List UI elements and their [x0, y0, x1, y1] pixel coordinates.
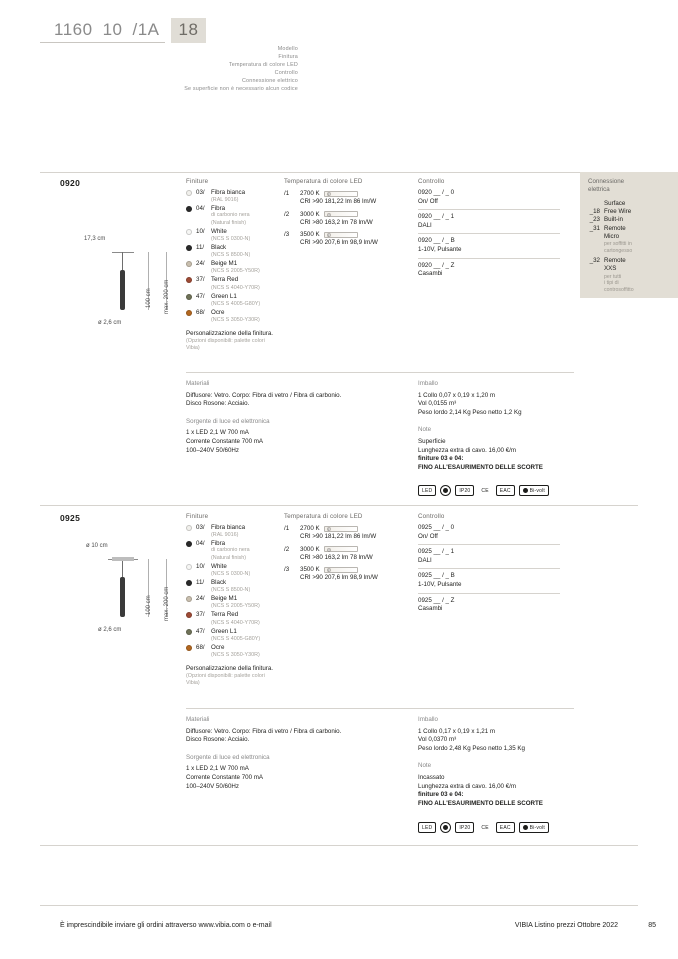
finish-sub: (NCS S 2005-Y50R) — [211, 268, 260, 275]
finish-swatch-icon — [186, 277, 192, 283]
temp-key: /1 — [284, 525, 290, 532]
temp-key: /1 — [284, 190, 290, 197]
col-title-temperatura-0925: Temperatura di colore LED — [284, 513, 363, 520]
finishes-0925 — [186, 513, 276, 688]
energy-bar-icon — [324, 526, 358, 532]
temp-row[interactable] — [284, 545, 409, 554]
controls-0925 — [418, 513, 560, 614]
finish-num: 47/ — [196, 292, 205, 300]
sorgente-line: Corrente Constante 700 mA — [186, 437, 264, 445]
badge-ce: CE — [481, 487, 489, 494]
control-desc: DALI — [418, 221, 432, 229]
finishes-0920 — [186, 178, 276, 353]
finish-num: 04/ — [196, 540, 205, 548]
finish-num: 24/ — [196, 260, 205, 268]
temp-label: 3000 K — [300, 545, 320, 553]
finish-sub: (NCS S 4040-Y70R) — [211, 619, 260, 626]
finish-num: 37/ — [196, 276, 205, 284]
product-code-0920: 0920 — [60, 178, 81, 188]
col-title-finiture-0925: Finiture — [186, 513, 209, 520]
finish-name: Fibra bianca — [211, 189, 246, 196]
connection-item-free-wire[interactable] — [588, 208, 678, 216]
finish-swatch-icon — [186, 596, 192, 602]
finish-name: Ocre — [211, 643, 225, 651]
legend-line-connection: Connessione elettrico — [241, 78, 298, 84]
control-code[interactable]: 0920 __ / _ 1 — [418, 213, 455, 221]
connection-label: Remote — [604, 257, 626, 265]
finish-name: Black — [211, 244, 227, 252]
finish-row[interactable] — [186, 524, 276, 532]
energy-bar-icon — [324, 546, 358, 552]
imballo-line: 1 Collo 0,17 x 0,19 x 1,21 m — [418, 727, 496, 735]
imballo-0925 — [418, 716, 578, 808]
col-title-imballo-0920: Imballo — [418, 380, 438, 387]
finish-name: Beige M1 — [211, 595, 238, 603]
materiali-line: Disco Rosone: Acciaio. — [186, 400, 250, 408]
drawing-dim-body-0925: 100 cm — [146, 595, 152, 615]
finish-swatch-icon — [186, 525, 192, 531]
legend-line-model: Modello — [277, 46, 298, 52]
finish-sub: (NCS S 4005-G80Y) — [211, 300, 261, 307]
temp-cri: CRI >80 163,2 lm 78 lm/W — [300, 218, 373, 226]
finish-row[interactable] — [186, 579, 276, 587]
finish-sub: (NCS S 3050-Y30R) — [211, 316, 260, 323]
finish-swatch-icon — [186, 229, 192, 235]
badge-ip20: IP20 — [455, 485, 474, 496]
finish-custom-note: Personalizzazione della finitura. — [186, 664, 274, 672]
finish-swatch-icon — [186, 645, 192, 651]
badge-ce: CE — [481, 824, 489, 831]
temp-label: 2700 K — [300, 525, 320, 532]
finish-name-2: di carbonio nera — [211, 212, 250, 219]
drawing-dim-bottom-0920: ø 2,6 cm — [98, 320, 122, 326]
connection-panel-title — [588, 178, 678, 194]
control-code[interactable]: 0920 __ / _ Z — [418, 261, 455, 269]
temp-label: 3000 K — [300, 210, 320, 218]
control-desc: On/ Off — [418, 197, 438, 205]
drawing-dim-top-0925: ø 10 cm — [86, 543, 108, 549]
finish-name: White — [211, 563, 227, 571]
finish-num: 10/ — [196, 563, 205, 571]
connection-num: _31 — [589, 224, 600, 232]
finish-sub: (NCS S 4005-G80Y) — [211, 635, 261, 642]
code-part-model: 1160 — [40, 20, 98, 43]
badge-bivolt-label: Bi-volt — [529, 824, 545, 831]
finish-swatch-icon — [186, 294, 192, 300]
temp-cri: CRI >90 181,22 lm 86 lm/W — [300, 533, 377, 540]
sorgente-line: Corrente Constante 700 mA — [186, 773, 264, 781]
connection-num: _23 — [589, 216, 600, 224]
connection-item-micro — [588, 233, 678, 241]
imballo-0920 — [418, 380, 578, 472]
control-code[interactable]: 0925 __ / _ B — [418, 572, 455, 580]
finish-custom-note-sub: (Opzioni disponibili: palette colori Vibia) — [186, 673, 265, 687]
legend-line-control: Controllo — [274, 70, 298, 76]
finish-sub: (NCS S 8500-N) — [211, 587, 251, 594]
footer-divider — [40, 905, 638, 906]
energy-bar-icon — [324, 232, 358, 238]
temp-cri: CRI >90 207,6 lm 98,9 lm/W — [300, 574, 378, 582]
connection-label: Micro — [604, 232, 620, 240]
finish-swatch-icon — [186, 245, 192, 251]
materiali-line: Diffusore: Vetro. Corpo: Fibra di vetro / Fibra di carbonio. — [186, 391, 342, 399]
control-code[interactable]: 0925 __ / _ 1 — [418, 548, 455, 556]
divider-top — [40, 172, 638, 173]
badge-led: LED — [418, 485, 436, 496]
page-number: 85 — [648, 922, 656, 929]
temp-label: 2700 K — [300, 190, 320, 197]
control-code[interactable]: 0920 __ / _ 0 — [418, 189, 455, 196]
finish-sub: (RAL 9016) — [211, 532, 239, 539]
certification-badges-0920 — [418, 485, 549, 496]
finish-custom-note: Personalizzazione della finitura. — [186, 329, 274, 337]
finish-swatch-icon — [186, 541, 192, 547]
note-line: FINO ALL'ESAURIMENTO DELLE SCORTE — [418, 463, 543, 471]
materiali-0925 — [186, 716, 401, 791]
control-desc: Casambi — [418, 605, 443, 613]
divider-mid-0925 — [186, 708, 574, 709]
finish-name: Green L1 — [211, 292, 237, 300]
finish-name: Fibra — [211, 205, 226, 213]
temp-row[interactable] — [284, 565, 409, 574]
finish-name: Terra Red — [211, 276, 239, 284]
finish-num: 10/ — [196, 228, 205, 236]
note-line: FINO ALL'ESAURIMENTO DELLE SCORTE — [418, 799, 543, 807]
finish-num: 37/ — [196, 611, 205, 619]
finish-name: Fibra — [211, 540, 226, 548]
drawing-dim-bottom-0925: ø 2,6 cm — [98, 627, 122, 633]
materiali-line: Diffusore: Vetro. Corpo: Fibra di vetro / Fibra di carbonio. — [186, 727, 342, 735]
finish-swatch-icon — [186, 261, 192, 267]
temp-cri: CRI >80 163,2 lm 78 lm/W — [300, 553, 373, 561]
col-title-materiali-0925: Materiali — [186, 716, 210, 723]
finish-name: Beige M1 — [211, 260, 238, 268]
finish-row[interactable] — [186, 644, 276, 652]
finish-name: White — [211, 228, 227, 236]
finish-name: Ocre — [211, 308, 225, 316]
code-part-temp: /1A — [127, 20, 164, 43]
temp-key: /3 — [284, 231, 290, 239]
control-desc: 1-10V, Pulsante — [418, 580, 462, 588]
connection-label: Remote — [604, 224, 626, 232]
connection-title-line1: Connessione — [588, 178, 625, 185]
temp-label: 3500 K — [300, 566, 320, 574]
temp-key: /3 — [284, 566, 290, 574]
sorgente-line: 1 x LED 2,1 W 700 mA — [186, 765, 249, 773]
note-line: Lunghezza extra di cavo. 16,00 €/m — [418, 782, 517, 790]
temp-cri: CRI >90 181,22 lm 86 lm/W — [300, 198, 377, 205]
energy-class-letter: F — [327, 569, 330, 574]
energy-class-letter: F — [327, 234, 330, 239]
imballo-line: Vol 0,0155 m³ — [418, 400, 457, 408]
connection-num: _18 — [589, 208, 600, 216]
certification-badges-0925 — [418, 822, 549, 833]
finish-row[interactable] — [186, 260, 276, 268]
imballo-line: Vol 0,0370 m³ — [418, 736, 457, 744]
code-row — [40, 18, 300, 43]
energy-class-letter: F — [327, 193, 330, 197]
col-title-controllo-0920: Controllo — [418, 178, 445, 185]
note-line: Lunghezza extra di cavo. 16,00 €/m — [418, 446, 517, 454]
temp-row[interactable] — [284, 210, 409, 219]
product-drawing-0920 — [72, 238, 172, 363]
footer-catalog-info: VIBIA Listino prezzi Ottobre 2022 — [514, 922, 618, 929]
col-title-materiali-0920: Materiali — [186, 380, 210, 387]
badge-bivolt-label: Bi-volt — [529, 487, 545, 494]
energy-bar-icon — [324, 191, 358, 197]
finish-name-2: di carbonio nera — [211, 547, 250, 554]
finish-row[interactable] — [186, 595, 276, 603]
finish-sub: (RAL 9016) — [211, 197, 239, 204]
imballo-line: 1 Collo 0,07 x 0,19 x 1,20 m — [418, 391, 496, 399]
finish-custom-note-sub: (Opzioni disponibili: palette colori Vibia) — [186, 338, 265, 352]
finish-row[interactable] — [186, 563, 276, 571]
col-title-note-0920: Note — [418, 426, 432, 434]
code-part-finish: 10 — [98, 20, 128, 43]
finish-row[interactable] — [186, 309, 276, 317]
drawing-dim-max-0920: max. 200 cm — [164, 279, 170, 314]
col-title-temperatura-0920: Temperatura di colore LED — [284, 178, 363, 185]
finish-row[interactable] — [186, 189, 276, 197]
finish-swatch-icon — [186, 206, 192, 212]
legend-line-temp: Temperatura di colore LED — [228, 62, 298, 68]
drawing-dim-body-0920: 100 cm — [146, 288, 152, 308]
temp-row[interactable] — [284, 189, 409, 198]
imballo-line: Peso lordo 2,14 Kg Peso netto 1,2 Kg — [418, 408, 522, 416]
note-line: Superficie — [418, 437, 446, 445]
energy-class-letter: F — [327, 528, 330, 532]
product-code-0925: 0925 — [60, 513, 81, 523]
sorgente-line: 100–240V 50/60Hz — [186, 446, 239, 454]
finish-sub: (Natural finish) — [211, 220, 247, 227]
finish-sub: (Natural finish) — [211, 555, 247, 562]
divider-bottom — [40, 845, 638, 846]
finish-swatch-icon — [186, 612, 192, 618]
energy-class-letter: G — [327, 548, 331, 553]
finish-name: Terra Red — [211, 611, 239, 619]
badge-ip20: IP20 — [455, 822, 474, 833]
note-line: finiture 03 e 04: — [418, 455, 464, 463]
note-line: finiture 03 e 04: — [418, 791, 464, 799]
connection-sub-micro: per soffitti in cartongesso — [604, 241, 633, 254]
badge-eac: EAC — [496, 822, 515, 833]
finish-sub: (NCS S 0300-N) — [211, 236, 251, 243]
materiali-line: Disco Rosone: Acciaio. — [186, 736, 250, 744]
sorgente-line: 1 x LED 2,1 W 700 mA — [186, 429, 249, 437]
finish-sub: (NCS S 2005-Y50R) — [211, 603, 260, 610]
col-title-sorgente-0925: Sorgente di luce ed elettronica — [186, 753, 270, 761]
finish-num: 03/ — [196, 524, 205, 531]
finish-swatch-icon — [186, 564, 192, 570]
col-title-controllo-0925: Controllo — [418, 513, 445, 520]
col-title-finiture-0920: Finiture — [186, 178, 209, 185]
connection-item-remote-xxs[interactable] — [588, 257, 678, 265]
connection-num: _32 — [589, 257, 600, 265]
drawing-dim-top-0920: 17,3 cm — [84, 236, 106, 242]
note-line: Incassato — [418, 773, 445, 781]
col-title-imballo-0925: Imballo — [418, 716, 438, 723]
energy-class-letter: G — [327, 213, 331, 218]
control-desc: 1-10V, Pulsante — [418, 245, 462, 253]
finish-name: Green L1 — [211, 627, 237, 635]
connection-label: XXS — [604, 265, 617, 273]
connection-item-remote-micro[interactable] — [588, 225, 678, 233]
footer-note: È imprescindibile inviare gli ordini attraverso www.vibia.com o e-mail — [60, 922, 272, 929]
connection-title-line2: elettrica — [588, 186, 610, 193]
finish-swatch-icon — [186, 580, 192, 586]
finish-sub: (NCS S 4040-Y70R) — [211, 284, 260, 291]
energy-bar-icon — [324, 211, 358, 217]
badge-eac: EAC — [496, 485, 515, 496]
temp-cri: CRI >90 207,6 lm 98,9 lm/W — [300, 239, 378, 247]
divider-between-products — [40, 505, 638, 506]
control-desc: On/ Off — [418, 532, 438, 540]
finish-num: 11/ — [196, 244, 205, 252]
badge-ip-drop-icon — [440, 822, 451, 833]
finish-swatch-icon — [186, 190, 192, 196]
finish-swatch-icon — [186, 629, 192, 635]
finish-num: 11/ — [196, 579, 205, 587]
code-part-connection: 18 — [171, 18, 207, 43]
materiali-0920 — [186, 380, 401, 455]
finish-name: Black — [211, 579, 227, 587]
temp-key: /2 — [284, 545, 290, 553]
badge-led: LED — [418, 822, 436, 833]
connection-label: Free Wire — [604, 208, 632, 216]
finish-name: Fibra bianca — [211, 524, 246, 531]
finish-sub: (NCS S 0300-N) — [211, 571, 251, 578]
temp-row[interactable] — [284, 524, 409, 533]
badge-ip-drop-icon — [440, 485, 451, 496]
connection-item-built-in[interactable] — [588, 216, 678, 224]
finish-row[interactable] — [186, 628, 276, 636]
finish-num: 03/ — [196, 189, 205, 196]
temperatures-0920 — [284, 178, 409, 251]
connection-sub-xxs: per tutti i tipi di controsoffitto — [604, 273, 634, 293]
control-desc: DALI — [418, 556, 432, 564]
finish-swatch-icon — [186, 310, 192, 316]
divider-mid-0920 — [186, 372, 574, 373]
control-code[interactable]: 0925 __ / _ 0 — [418, 524, 455, 531]
finish-row[interactable] — [186, 293, 276, 301]
temp-key: /2 — [284, 210, 290, 218]
sorgente-line: 100–240V 50/60Hz — [186, 782, 239, 790]
temp-label: 3500 K — [300, 231, 320, 239]
product-drawing-0925 — [72, 545, 172, 670]
finish-sub: (NCS S 8500-N) — [211, 252, 251, 259]
badge-bivolt — [519, 485, 549, 496]
connection-label: Surface — [604, 200, 626, 207]
finish-row[interactable] — [186, 276, 276, 284]
temperatures-0925 — [284, 513, 409, 586]
finish-num: 04/ — [196, 205, 205, 213]
controls-0920 — [418, 178, 560, 279]
connection-item-xxs — [588, 265, 678, 273]
finish-num: 68/ — [196, 308, 205, 316]
finish-num: 68/ — [196, 643, 205, 651]
legend-lines — [40, 45, 300, 93]
drawing-dim-max-0925: max. 200 cm — [164, 586, 170, 621]
finish-row[interactable] — [186, 244, 276, 252]
finish-row[interactable] — [186, 228, 276, 236]
imballo-line: Peso lordo 2,48 Kg Peso netto 1,35 Kg — [418, 744, 525, 752]
col-title-note-0925: Note — [418, 762, 432, 770]
control-desc: Casambi — [418, 270, 443, 278]
finish-row[interactable] — [186, 611, 276, 619]
legend-line-surface: Se superficie non è necessario alcun codice — [184, 86, 298, 92]
connection-label: Built-in — [604, 216, 623, 224]
col-title-sorgente-0920: Sorgente di luce ed elettronica — [186, 417, 270, 425]
connection-item-surface[interactable] — [588, 200, 678, 208]
control-code[interactable]: 0925 __ / _ Z — [418, 596, 455, 604]
connection-panel — [580, 172, 678, 298]
badge-bivolt — [519, 822, 549, 833]
energy-bar-icon — [324, 567, 358, 573]
finish-sub: (NCS S 3050-Y30R) — [211, 651, 260, 658]
control-code[interactable]: 0920 __ / _ B — [418, 237, 455, 245]
code-legend — [40, 18, 300, 93]
finish-num: 24/ — [196, 595, 205, 603]
finish-num: 47/ — [196, 627, 205, 635]
legend-line-finish: Finitura — [278, 54, 298, 60]
temp-row[interactable] — [284, 230, 409, 239]
